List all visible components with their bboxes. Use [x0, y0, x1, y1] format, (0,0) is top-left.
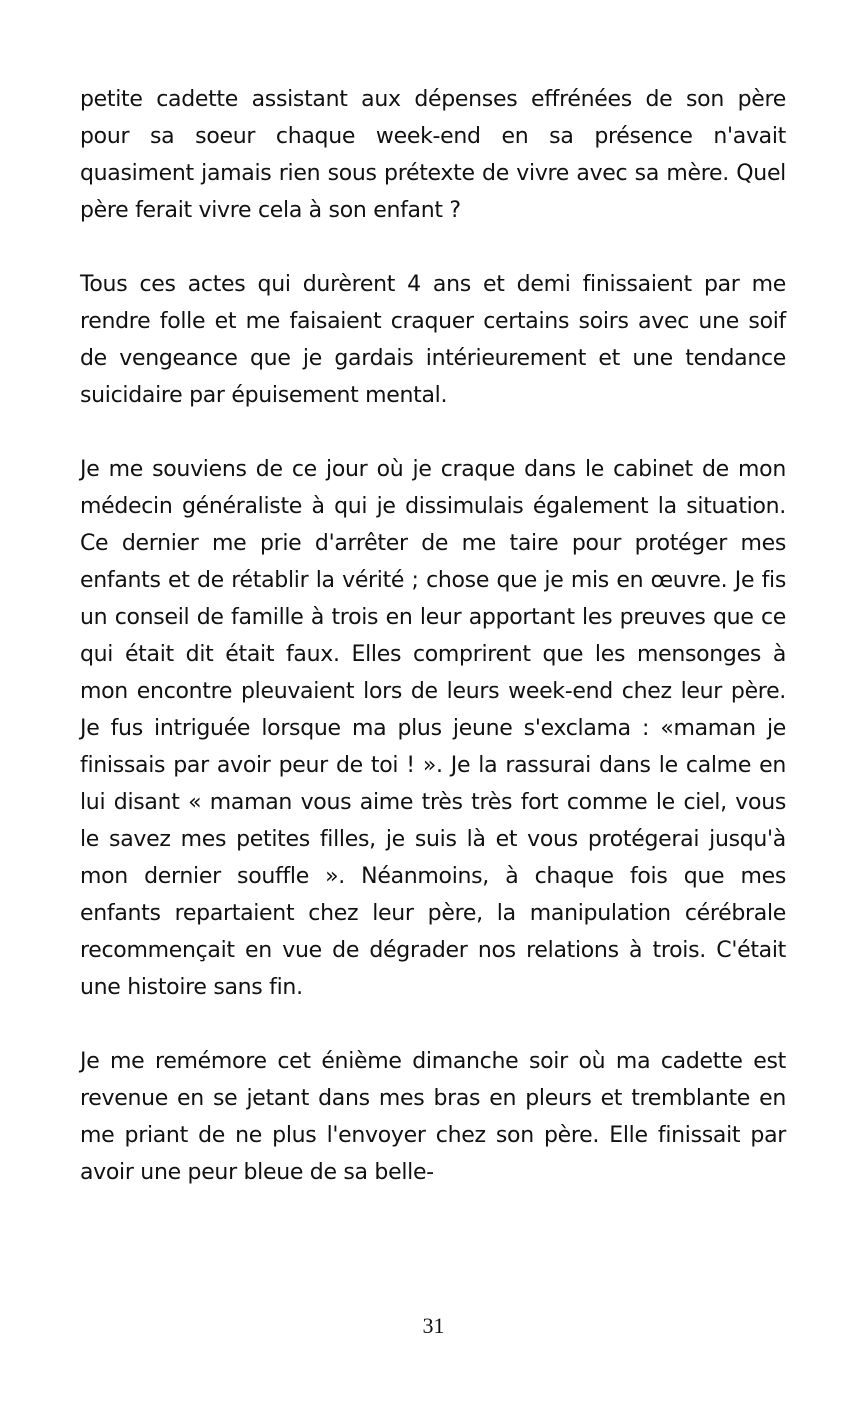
body-text [80, 81, 786, 1191]
page-number: 31 [422, 1313, 445, 1338]
paragraph-1: petite cadette assistant aux dépenses effrénées de son père pour sa soeur chaque week-end en sa présence n'avait quasiment jamais rien sous prétexte de vivre avec sa mère. Quel père ferait vivre cela à son enfant ? [80, 87, 786, 223]
paragraph-2: Tous ces actes qui durèrent 4 ans et demi finissaient par me rendre folle et me faisaient craquer certains soirs avec une soif de vengeance que je gardais intérieurement et une tendance suicidaire par épuisement mental. [80, 272, 786, 408]
paragraph-4: Je me remémore cet énième dimanche soir où ma cadette est revenue en se jetant dans mes bras en pleurs et tremblante en me priant de ne plus l'envoyer chez son père. Elle finissait par avoir une peur bleue de sa belle- [80, 1049, 786, 1185]
paragraph-3: Je me souviens de ce jour où je craque dans le cabinet de mon médecin généraliste à qui je dissimulais également la situation. Ce dernier me prie d'arrêter de me taire pour protéger mes enfants et de rétablir la vérité ; chose que je mis en œuvre. Je fis un conseil de famille à trois en leur apportant les preuves que ce qui était dit était faux. Elles comprirent que les mensonges à mon encontre pleuvaient lors de leurs week-end chez leur père. Je fus intriguée lorsque ma plus jeune s'exclama : «maman je finissais par avoir peur de toi ! ». Je la rassurai dans le calme en lui disant « maman vous aime très très fort comme le ciel, vous le savez mes petites filles, je suis là et vous protégerai jusqu'à mon dernier souffle ». Néanmoins, à chaque fois que mes enfants repartaient chez leur père, la manipulation cérébrale recommençait en vue de dégrader nos relations à trois. C'était une histoire sans fin. [80, 457, 786, 1000]
